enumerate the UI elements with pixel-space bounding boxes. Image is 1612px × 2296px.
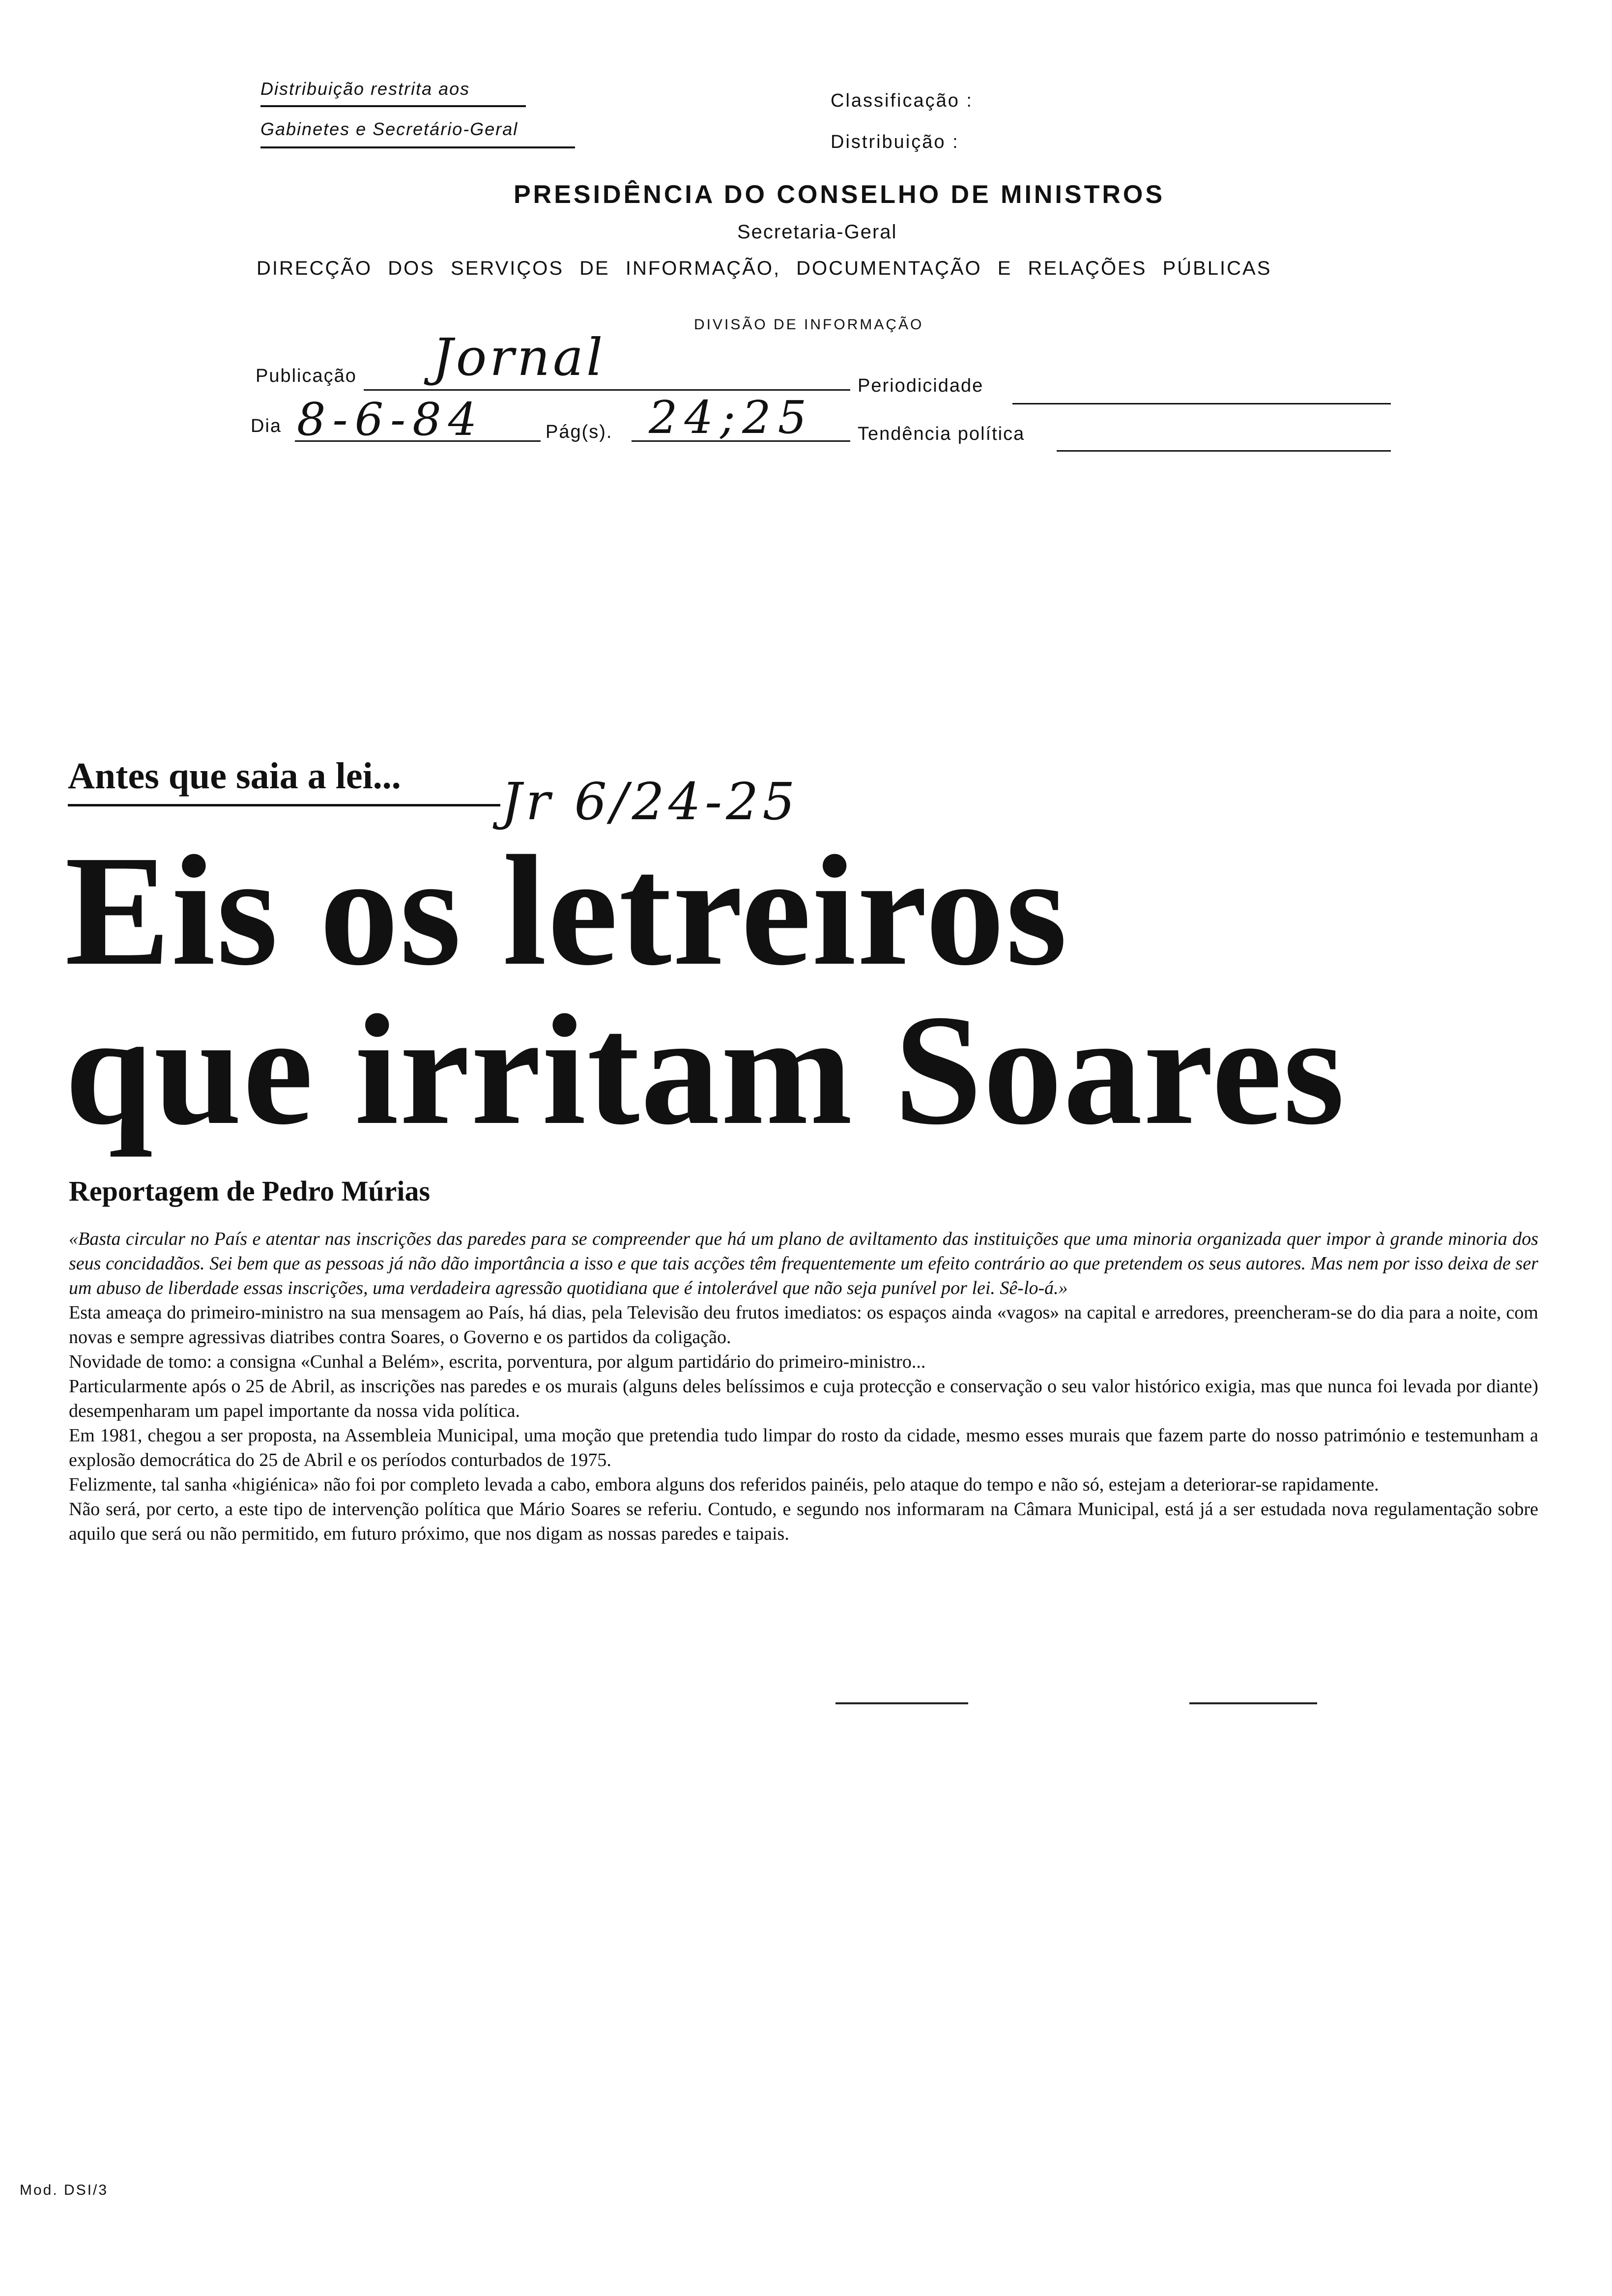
publicacao-label: Publicação [256, 366, 357, 386]
paragraph-1: Esta ameaça do primeiro-ministro na sua mensagem ao País, há dias, pela Televisão deu frutos imediatos: os espaços ainda «vagos» na capital e arredores, preencheram-se do dia para a noite, com novas e sempre agressivas diatribes contra Soares, o Governo e os partidos da coligação. [69, 1302, 1538, 1348]
divisao-informacao: DIVISÃO DE INFORMAÇÃO [694, 316, 924, 333]
headline-line-2: que irritam Soares [65, 982, 1346, 1157]
handwritten-note: Jr 6/24-25 [501, 772, 799, 832]
pags-handwritten: 24;25 [649, 391, 814, 444]
dia-label: Dia [251, 416, 282, 436]
paragraph-2: Novidade de tomo: a consigna «Cunhal a Belém», escrita, porventura, por algum partidário do primeiro-ministro... [69, 1351, 926, 1372]
secretaria-geral: Secretaria-Geral [737, 221, 897, 243]
direccao-servicos: DIRECÇÃO DOS SERVIÇOS DE INFORMAÇÃO, DOCUMENTAÇÃO E RELAÇÕES PÚBLICAS [257, 258, 1272, 279]
paragraph-4: Em 1981, chegou a ser proposta, na Assembleia Municipal, uma moção que pretendia tudo limpar do rosto da cidade, mesmo esses murais que fazem parte do nosso património e testemunham a explosão democrática do 25 de Abril e os períodos conturbados de 1975. [69, 1425, 1538, 1470]
paragraph-3: Particularmente após o 25 de Abril, as inscrições nas paredes e os murais (alguns deles belíssimos e cuja protecção e conservação o seu valor histórico exigia, mas que nunca foi levada por diante) desempenharam um papel importante da nossa vida política. [69, 1376, 1538, 1421]
restricted-underline-1 [260, 105, 526, 107]
end-rule-right [1189, 1702, 1317, 1704]
pags-label: Pág(s). [546, 422, 613, 442]
tendencia-label: Tendência política [858, 424, 1025, 444]
restricted-line-1: Distribuição restrita aos [260, 79, 470, 99]
publicacao-handwritten: Jornal [432, 327, 606, 387]
restricted-underline-2 [260, 146, 575, 148]
distribuicao-label: Distribuição : [831, 132, 959, 152]
paragraph-5: Felizmente, tal sanha «higiénica» não foi por completo levada a cabo, embora alguns dos referidos painéis, pelo ataque do tempo e não só, estejam a deteriorar-se rapidamente. [69, 1474, 1379, 1495]
model-code: Mod. DSI/3 [20, 2182, 109, 2198]
dia-handwritten: 8-6-84 [297, 393, 484, 446]
presidencia-heading: PRESIDÊNCIA DO CONSELHO DE MINISTROS [514, 180, 1165, 209]
classificacao-label: Classificação : [831, 90, 973, 111]
tendencia-line [1057, 450, 1391, 452]
headline-line-1: Eis os letreiros [65, 823, 1068, 998]
article-body [69, 1227, 1538, 1546]
periodicidade-line [1012, 403, 1391, 404]
publicacao-line [364, 389, 850, 391]
byline: Reportagem de Pedro Múrias [69, 1175, 431, 1207]
kicker-underline [68, 804, 500, 806]
periodicidade-label: Periodicidade [858, 375, 984, 396]
paragraph-6: Não será, por certo, a este tipo de intervenção política que Mário Soares se referiu. Contudo, e segundo nos informaram na Câmara Municipal, está já a ser estudada nova regulamentação sobre aquilo que será ou não permitido, em futuro próximo, que nos digam as nossas paredes e taipais. [69, 1499, 1538, 1544]
article-kicker: Antes que saia a lei... [68, 755, 401, 797]
end-rule-left [835, 1702, 968, 1704]
lead-quote: «Basta circular no País e atentar nas inscrições das paredes para se compreender que há um plano de aviltamento das instituições que uma minoria organizada quer impor à grande minoria dos seus concidadãos. Sei bem que as pessoas já não dão importância a isso e que tais acções têm frequentemente um efeito contrário ao que pretendem os seus autores. Mas nem por isso deixa de ser um abuso de liberdade essas inscrições, uma verdadeira agressão quotidiana que é intolerável que não seja punível por lei. Sê-lo-á.» [69, 1229, 1538, 1298]
restricted-line-2: Gabinetes e Secretário-Geral [260, 119, 518, 139]
